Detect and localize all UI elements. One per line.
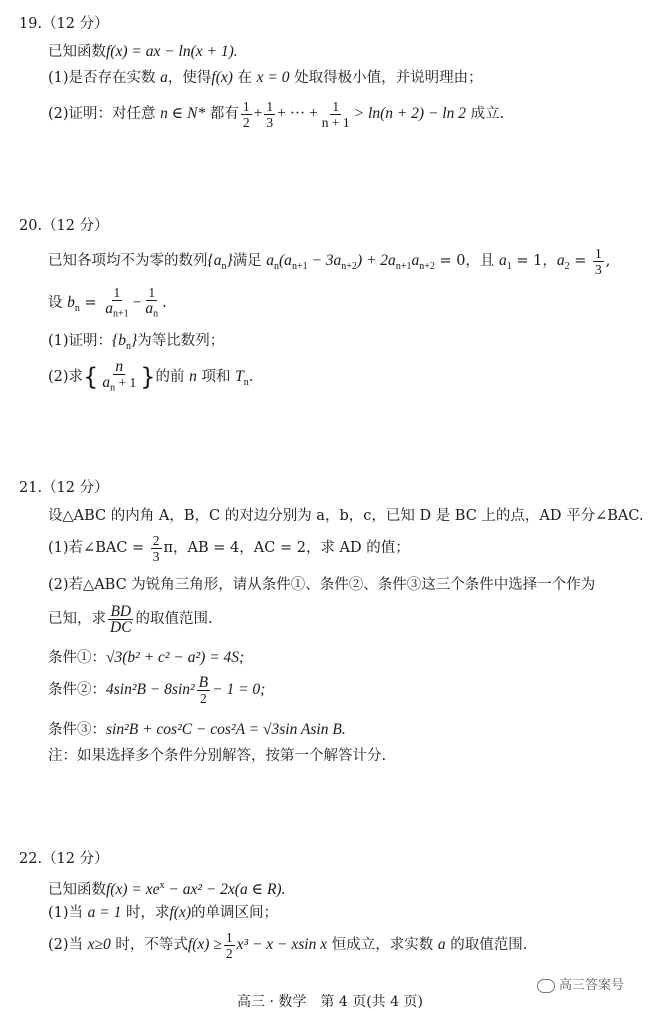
equals: = (569, 253, 592, 269)
q22-p1-text2: 时，求 (121, 905, 170, 921)
q22-p1-cond: a = 1 (87, 904, 122, 921)
frac-den: n + 1 (321, 114, 350, 130)
frac-num: 2 (152, 532, 160, 548)
q19-frac-2 (264, 99, 275, 130)
q21-p2-text2: 的取值范围. (135, 611, 213, 627)
q20-number: 20. (19, 218, 43, 234)
sub: n (126, 340, 131, 352)
q19-stem (48, 42, 238, 62)
T-term: T (235, 368, 244, 385)
frac-den: 3 (266, 114, 274, 130)
sup: x (159, 880, 165, 891)
q20-p2-text3: 项和 (196, 369, 236, 385)
sub: n (274, 260, 280, 272)
q22-p2-text2: 时，不等式 (110, 937, 188, 953)
frac-num: BD (110, 602, 132, 620)
q21-frac-half (197, 675, 210, 706)
frac-num: 1 (595, 245, 602, 261)
frac-num: 1 (266, 98, 274, 114)
q21-frac-ratio (108, 604, 134, 635)
brace-left: { (83, 363, 99, 391)
frac-num: 1 (225, 929, 233, 945)
sub: n+2 (341, 260, 357, 272)
page-footer: 高三 · 数学 第 4 页(共 4 页) (237, 994, 423, 1010)
q19-p2-ineq: > ln(n + 2) − ln 2 (353, 105, 466, 122)
q19-p1-cond: x = 0 (256, 69, 290, 86)
q22-func: f(x) = xe (106, 880, 160, 898)
frac-den (143, 301, 160, 322)
frac-num: B (198, 673, 209, 691)
q22-p1-text3: 的单调区间； (191, 905, 278, 921)
equals: = (79, 295, 102, 311)
frac-num: 1 (242, 98, 250, 114)
q19-p1-text2: ，使得 (167, 70, 212, 86)
q21-p1-text: (1)若∠BAC = (48, 540, 149, 556)
sub: n (153, 308, 159, 320)
q20-frac-seq (100, 359, 138, 396)
q21-stem: 设△ABC 的内角 A，B，C 的对边分别为 a，b，c，已知 D 是 BC 上的点，AD 平分∠BAC. (48, 508, 644, 524)
q21-frac-angle (151, 533, 162, 564)
q19-frac-1 (241, 99, 252, 130)
condition-label: 条件①： (48, 650, 106, 666)
q20-frac-bn2 (143, 285, 160, 322)
q19-p1-text4: 处取得极小值，并说明理由； (289, 70, 483, 86)
a-term: ) + 2a (356, 252, 396, 269)
q22-p2-ineq: f(x) ≥ (187, 936, 222, 953)
a-term: a (105, 299, 113, 317)
q22-frac-half (224, 930, 235, 961)
q22-part2 (48, 926, 527, 964)
plus-ellipsis: + ··· + (277, 105, 318, 122)
q19-p1-func: f(x) (211, 69, 233, 86)
period: . (248, 369, 254, 385)
q22-p2-text4: 的取值范围. (445, 937, 528, 953)
condition-label: 条件②： (48, 682, 106, 698)
q19-p2-cond: n ∈ N* (160, 105, 206, 122)
q22-s1-text: 已知函数 (48, 881, 106, 898)
q21-condition-2 (48, 672, 265, 708)
q19-number: 19. (19, 16, 43, 32)
q20-s1-text: 已知各项均不为零的数列 (48, 253, 208, 269)
q20-p1-text: (1)证明： (48, 333, 113, 349)
sub: 2 (564, 260, 570, 272)
q22-p2-cond: x≥0 (87, 936, 111, 953)
sub: n+1 (395, 260, 412, 272)
q19-frac-3 (320, 99, 352, 130)
q19-part2 (48, 96, 504, 132)
q22-header (19, 849, 109, 869)
q20-frac-a2 (593, 246, 604, 277)
sub: n (74, 302, 80, 314)
frac-num: 1 (332, 98, 340, 114)
sub: n+1 (291, 260, 308, 272)
sub: n (221, 260, 227, 272)
q19-function: f(x) = ax − ln(x + 1). (106, 43, 238, 60)
q22-part1 (48, 903, 278, 923)
q20-s2-text: 设 (48, 295, 68, 311)
sub: n+2 (419, 260, 435, 272)
q20-p2-text2: 的前 (155, 369, 190, 385)
q19-header (19, 14, 109, 34)
condition-expr: − 1 = 0; (212, 681, 266, 698)
plus-one: + 1 (115, 374, 137, 390)
q19-points: （12 分） (42, 16, 109, 32)
q22-p2-text3: 恒成立，求实数 (327, 937, 438, 953)
frac-num: 1 (113, 284, 121, 300)
q19-p2-text: (2)证明：对任意 (48, 106, 161, 122)
q20-s1-text4: = 1， (511, 253, 557, 269)
q21-points: （12 分） (42, 480, 109, 496)
a-term: − 3a (307, 252, 342, 269)
q22-p1-func: f(x) (169, 904, 191, 921)
a-term: a (499, 252, 507, 269)
period: . (162, 295, 167, 311)
q19-p1-var: a (160, 69, 168, 86)
q21-p1-text2: π，AB = 4，AC = 2，求 AD 的值； (163, 540, 410, 556)
frac-num: n (115, 357, 124, 375)
q22-p1-text: (1)当 (48, 905, 88, 921)
comma: , (605, 253, 611, 269)
var-n: n (189, 368, 197, 385)
frac-den (100, 375, 138, 396)
q22-p2-text: (2)当 (48, 937, 88, 953)
q22-points: （12 分） (42, 851, 109, 867)
q20-points: （12 分） (42, 218, 109, 234)
minus: − (132, 294, 142, 311)
q21-condition-1 (48, 648, 244, 668)
q20-p2-text: (2)求 (48, 369, 84, 385)
b-term: b (67, 294, 75, 311)
q21-number: 21. (19, 480, 43, 496)
plus-sign: + (253, 105, 263, 122)
q19-p2-text3: 成立. (466, 106, 505, 122)
brace: } (226, 252, 233, 269)
sub: n (243, 376, 249, 388)
frac-den: DC (110, 618, 132, 636)
frac-den: 3 (595, 261, 602, 277)
q19-stem-text: 已知函数 (48, 44, 106, 60)
sub: 1 (506, 260, 512, 272)
q20-s1-text3: = 0，且 (434, 253, 500, 269)
q21-condition-3 (48, 720, 346, 740)
q22-func2: − ax² − 2x(a ∈ R). (164, 880, 286, 898)
frac-num: 1 (148, 284, 156, 300)
a-term: a (102, 373, 111, 391)
seq-a: {a (207, 252, 222, 269)
condition-expr: √3(b² + c² − a²) = 4S; (106, 649, 245, 666)
a-term: (a (279, 252, 292, 269)
q19-p1-text3: 在 (232, 70, 257, 86)
q21-part2-line2 (48, 600, 213, 638)
q22-p2-expr: x³ − x − xsin x (236, 936, 328, 953)
frac-den: 2 (200, 690, 207, 706)
q19-part1 (48, 68, 483, 88)
q20-s1-text2: 满足 (232, 253, 267, 269)
frac-den: 3 (152, 548, 160, 564)
brace: } (131, 332, 138, 349)
watermark-text: 高三答案号 (559, 978, 625, 993)
condition-expr: sin²B + cos²C − cos²A = √3sin Asin B. (106, 721, 346, 738)
a-term: a (556, 252, 565, 269)
sub: n+1 (112, 308, 129, 320)
condition-expr: 4sin²B − 8sin² (106, 681, 195, 698)
frac-den: 2 (225, 945, 233, 961)
a-term: a (145, 299, 154, 317)
a-term: a (411, 252, 420, 269)
q19-p2-text2: 都有 (205, 106, 239, 122)
var-a: a (437, 936, 446, 953)
frac-den: 2 (242, 114, 250, 130)
q20-stem-1 (48, 243, 610, 285)
q20-part1 (48, 331, 224, 357)
q21-p2-text: 已知，求 (48, 611, 106, 627)
frac-den (103, 301, 130, 322)
seq-b: {b (112, 332, 126, 349)
q21-note: 注：如果选择多个条件分别解答，按第一个解答计分. (48, 748, 387, 764)
a-term: a (266, 252, 275, 269)
q20-header (19, 216, 109, 236)
q20-part2 (48, 357, 253, 403)
q21-header (19, 478, 109, 498)
q21-part1 (48, 530, 410, 566)
brace-right: } (140, 363, 156, 391)
q20-stem-2 (48, 283, 167, 329)
condition-label: 条件③： (48, 722, 106, 738)
q22-number: 22. (19, 851, 43, 867)
q22-stem (48, 876, 285, 900)
sub: n (110, 382, 116, 394)
q20-frac-bn1 (103, 285, 130, 322)
q20-p1-text2: 为等比数列； (137, 333, 225, 349)
q21-part2-line1: (2)若△ABC 为锐角三角形，请从条件①、条件②、条件③这三个条件中选择一个作为 (48, 577, 596, 593)
q19-p1-text: (1)是否存在实数 (48, 70, 161, 86)
